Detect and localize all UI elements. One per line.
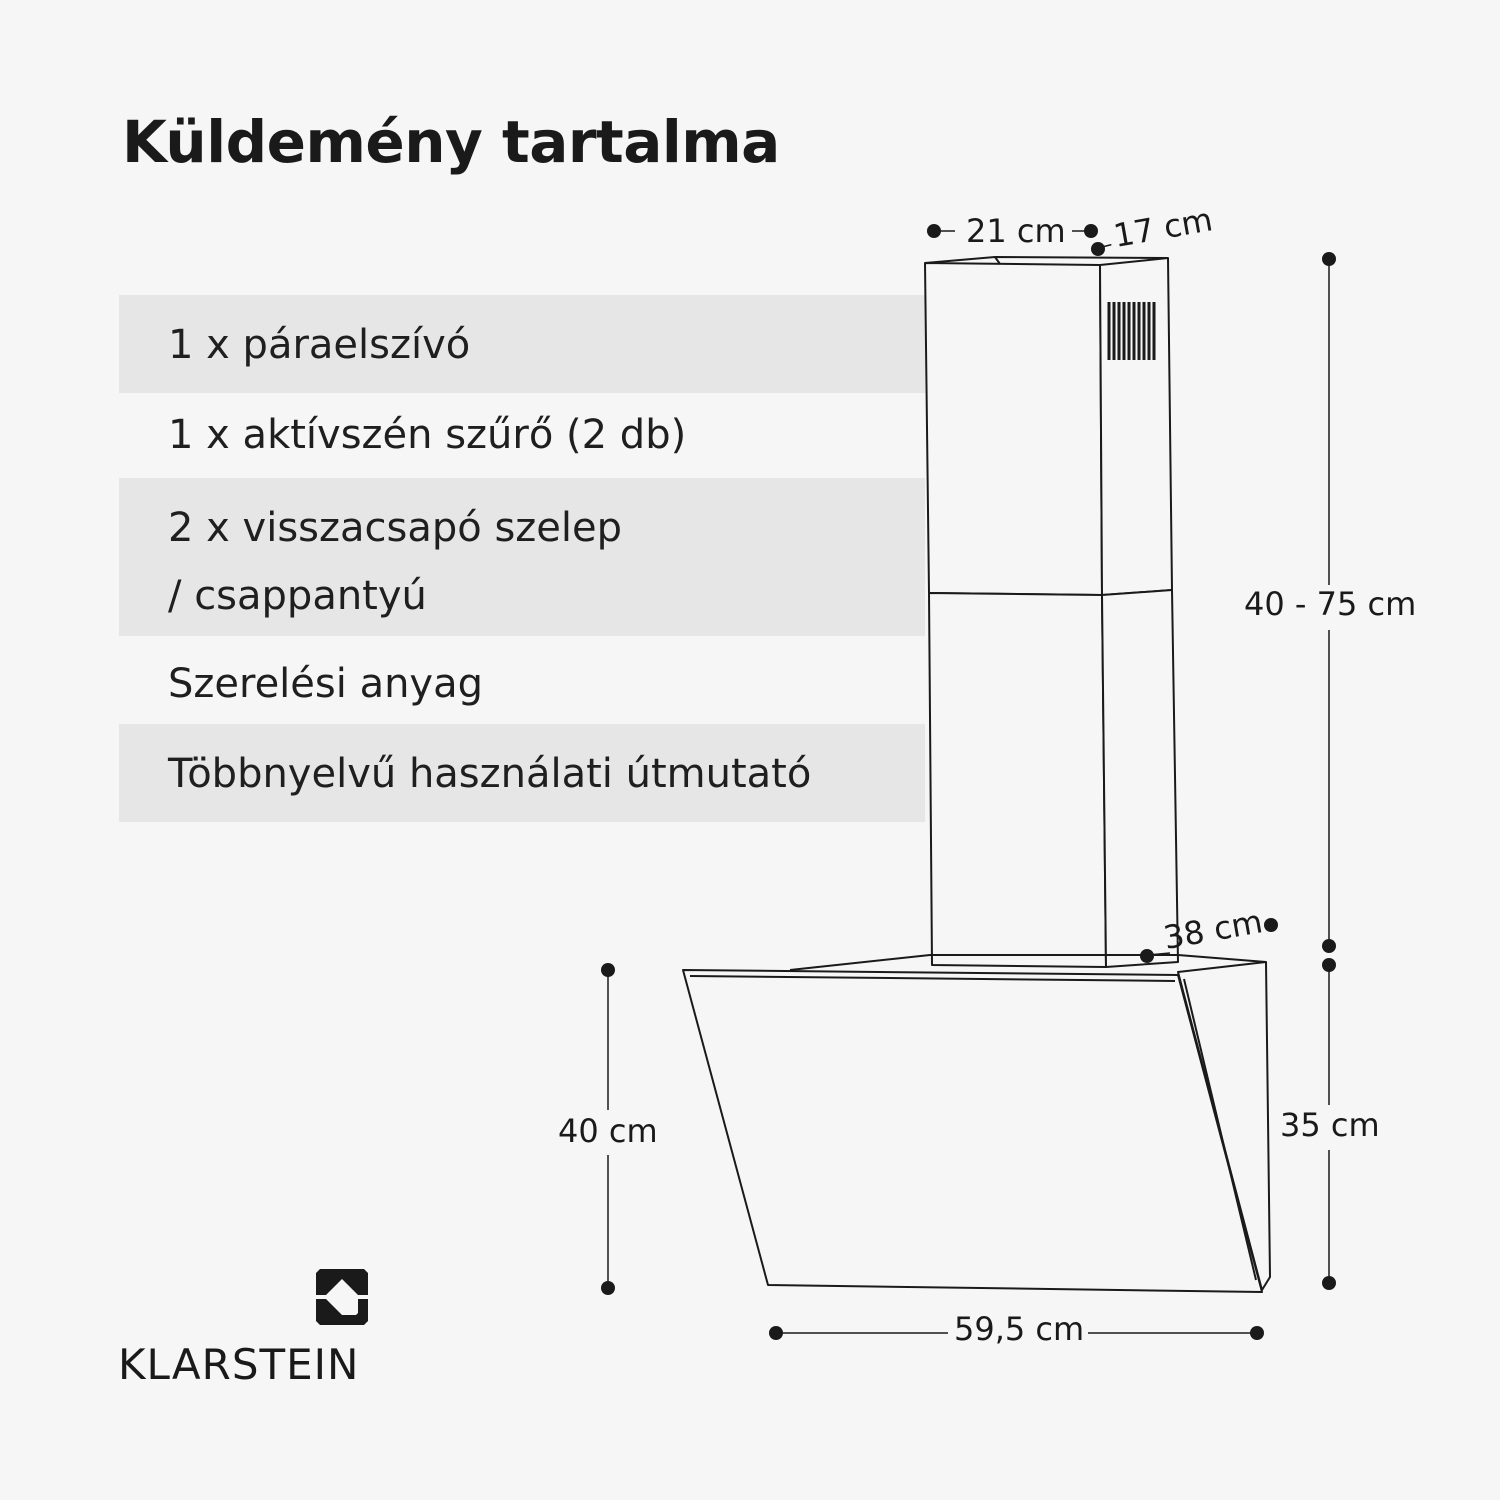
item-label: 2 x visszacsapó szelep <box>168 505 623 551</box>
dimension-hood-width: 59,5 cm <box>950 1310 1088 1348</box>
hood-body <box>683 955 1270 1292</box>
dimension-chimney-width: 21 cm <box>962 212 1070 250</box>
lower-chimney <box>929 590 1178 967</box>
item-label: Szerelési anyag <box>168 661 483 707</box>
klarstein-logo-icon <box>212 1265 472 1329</box>
dimension-hood-height-back: 35 cm <box>1276 1106 1384 1144</box>
dimension-hood-depth: 38 cm <box>1160 902 1266 958</box>
item-label-continued: / csappantyú <box>168 573 427 619</box>
dimension-hood-height-front: 40 cm <box>554 1112 662 1150</box>
item-label: 1 x páraelszívó <box>168 322 471 368</box>
item-label: 1 x aktívszén szűrő (2 db) <box>168 412 687 458</box>
brand-name: KLARSTEIN <box>118 1340 360 1389</box>
dimension-chimney-height: 40 - 75 cm <box>1240 585 1420 623</box>
page-title: Küldemény tartalma <box>122 108 780 176</box>
item-label: Többnyelvű használati útmutató <box>168 751 812 797</box>
dimension-chimney-depth: 17 cm <box>1107 200 1220 256</box>
